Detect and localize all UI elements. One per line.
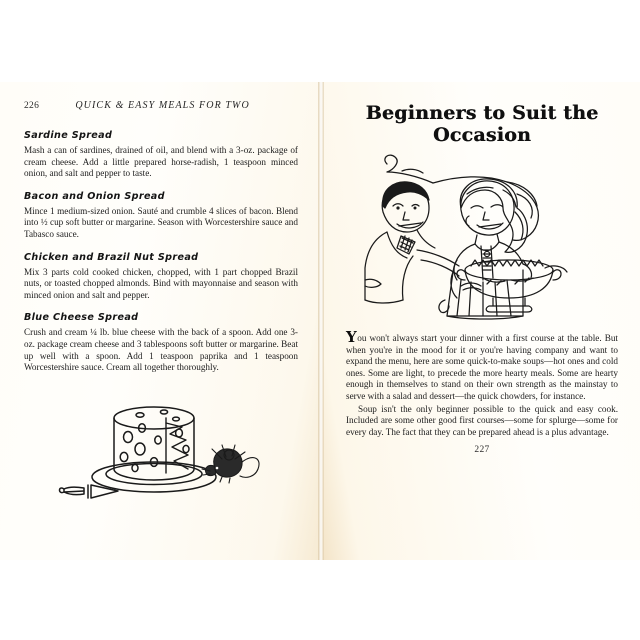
chapter-title: Beginners to Suit the Occasion bbox=[365, 102, 599, 146]
recipe-body: Mix 3 parts cold cooked chicken, chopped, with 1 part chopped Brazil nuts, or toasted chopped almonds. Bind with mayonnaise and season with minced onion and salt and pepper. bbox=[24, 266, 298, 300]
folio-left: 226 bbox=[24, 101, 40, 111]
recipe-title: Blue Cheese Spread bbox=[24, 312, 139, 324]
paragraph-1-text: ou won't always start your dinner with a first course at the table. But when you're in the mood for it or you're having company and want to expand the menu, here are some quick-to-make soups—hot ones and cold ones. Some are light, to precede the more hearty meals. Some are hearty enough in themselves to stand on their own strength as the mainstay to serve with a salad and dessert—the quick chowders, for instance. bbox=[346, 333, 618, 401]
recipe-body: Mince 1 medium-sized onion. Sauté and crumble 4 slices of bacon. Blend into ½ cup soft butter or margarine. Season with Worcestershire sauce and Tabasco sauce. bbox=[24, 205, 298, 239]
right-page bbox=[320, 82, 640, 560]
book-gutter bbox=[318, 82, 324, 560]
chapter-body bbox=[346, 328, 618, 438]
book-spread bbox=[0, 82, 640, 560]
folio-right: 227 bbox=[474, 445, 490, 456]
recipe-blue-cheese-spread bbox=[24, 312, 298, 373]
recipe-bacon-and-onion-spread bbox=[24, 191, 298, 241]
recipe-sardine-spread bbox=[24, 130, 298, 180]
recipe-title: Sardine Spread bbox=[24, 130, 113, 141]
couple-illustration bbox=[346, 150, 618, 325]
couple-with-soup-tureen-icon bbox=[357, 150, 607, 325]
paragraph-1 bbox=[346, 328, 618, 403]
recipe-chicken-and-brazil-nut-spread bbox=[24, 252, 298, 302]
running-head-title: QUICK & EASY MEALS FOR TWO bbox=[75, 100, 250, 111]
cheese-illustration bbox=[24, 385, 298, 505]
mouse-icon bbox=[202, 445, 259, 483]
recipe-body: Mash a can of sardines, drained of oil, and blend with a 3-oz. package of cream cheese. Add a little prepared horse-radish, 1 teaspoon minced onion, and salt and pepper to taste. bbox=[24, 145, 298, 179]
drop-cap: Y bbox=[346, 328, 357, 346]
paragraph-2: Soup isn't the only beginner possible to the quick and easy cook. Included are some other good first courses—some for splurge—some for every day. The fact that they can be prepared ahead is a plus advantage. bbox=[346, 403, 618, 437]
running-head bbox=[24, 100, 298, 116]
recipe-body: Crush and cream ¼ lb. blue cheese with the back of a spoon. Add one 3-oz. package cream cheese and 3 tablespoons soft butter or margarine. Beat up well with a spoon. Add 1 teaspoon paprika and 1 teaspoon Worcestershire sauce. Cream all together thoroughly. bbox=[24, 327, 298, 373]
recipe-title: Chicken and Brazil Nut Spread bbox=[24, 251, 199, 263]
recipe-title: Bacon and Onion Spread bbox=[24, 190, 165, 202]
cheese-wheel-mouse-icon bbox=[36, 385, 286, 505]
left-page bbox=[0, 82, 320, 560]
